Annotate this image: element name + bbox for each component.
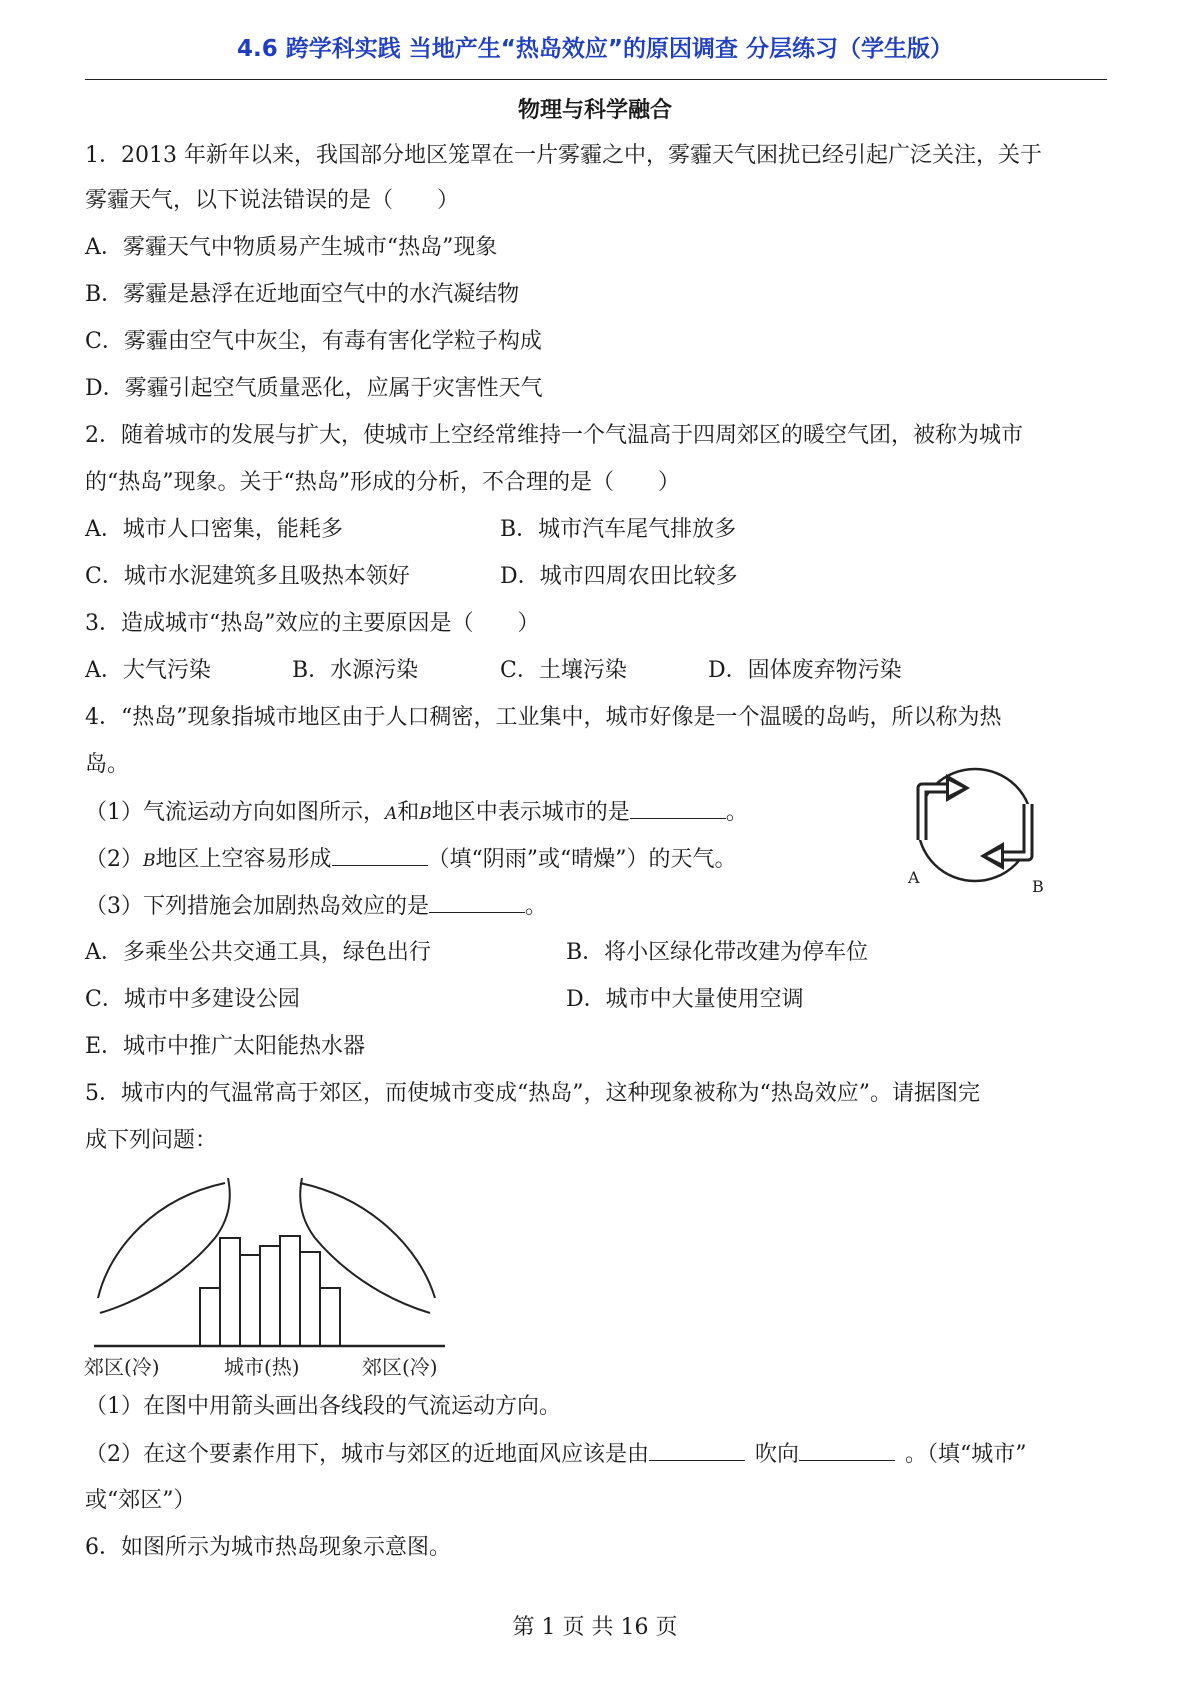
section-title: 物理与科学融合 <box>517 98 672 123</box>
q4-option-e: E．城市中推广太阳能热水器 <box>85 1034 366 1059</box>
q3-option-b: B．水源污染 <box>292 658 419 683</box>
q1-option-b: B．雾霾是悬浮在近地面空气中的水汽凝结物 <box>85 282 520 307</box>
fig-label-suburb-right: 郊区(冷) <box>362 1355 438 1378</box>
q3-option-a: A．大气污染 <box>85 658 211 683</box>
q4-option-d: D．城市中大量使用空调 <box>566 987 804 1012</box>
q1-stem-line1: 1．2013 年新年以来，我国部分地区笼罩在一片雾霾之中，雾霾天气困扰已经引起广泛关注，关于 <box>85 143 1042 168</box>
header-divider <box>85 79 1107 80</box>
fig-label-suburb-left: 郊区(冷) <box>84 1355 160 1378</box>
q2-stem-line1: 2．随着城市的发展与扩大，使城市上空经常维持一个气温高于四周郊区的暖空气团，被称为城市 <box>85 423 1024 448</box>
building <box>300 1252 320 1346</box>
q5-part2: （2）在这个要素作用下，城市与郊区的近地面风应该是由 吹向 。（填“城市” <box>85 1438 1027 1471</box>
building <box>220 1238 240 1346</box>
q3-stem: 3．造成城市“热岛”效应的主要原因是（ ） <box>85 611 540 636</box>
airflow-cycle-figure <box>900 760 1080 900</box>
building <box>320 1288 340 1346</box>
fig-label-a: A <box>908 868 920 887</box>
fig-label-city: 城市(热) <box>224 1355 300 1378</box>
airflow-arrow-down-icon <box>1002 804 1028 856</box>
q2-option-a: A．城市人口密集，能耗多 <box>85 517 343 542</box>
q4-part3: （3）下列措施会加剧热岛效应的是 。 <box>85 890 547 923</box>
q1-option-a: A．雾霾天气中物质易产生城市“热岛”现象 <box>85 235 498 260</box>
building <box>240 1255 260 1346</box>
q4-option-b: B．将小区绿化带改建为停车位 <box>566 940 869 965</box>
q5-stem-line1: 5．城市内的气温常高于郊区，而使城市变成“热岛”，这种现象被称为“热岛效应”。请据图完 <box>85 1081 980 1106</box>
left-inner-curve <box>100 1178 230 1313</box>
heat-island-figure <box>80 1178 460 1378</box>
airflow-arrow-up-icon <box>922 788 948 840</box>
q4-part2: （2）B地区上空容易形成 （填“阴雨”或“晴燥”）的天气。 <box>85 843 737 877</box>
q2-stem-line2: 的“热岛”现象。关于“热岛”形成的分析，不合理的是（ ） <box>85 470 680 495</box>
answer-blank[interactable] <box>799 1438 895 1461</box>
q4-label-a: A <box>385 804 398 824</box>
q1-option-d: D．雾霾引起空气质量恶化，应属于灾害性天气 <box>85 376 543 401</box>
answer-blank[interactable] <box>332 843 428 866</box>
page-footer: 第 1 页 共 16 页 <box>512 1615 678 1640</box>
page-total: 16 <box>620 1615 649 1640</box>
q3-option-d: D．固体废弃物污染 <box>708 658 902 683</box>
q4-stem-line1: 4．“热岛”现象指城市地区由于人口稠密，工业集中，城市好像是一个温暖的岛屿，所以称为热 <box>85 705 1002 730</box>
q4-label-b: B <box>419 804 432 824</box>
q4-option-c: C．城市中多建设公园 <box>85 987 300 1012</box>
q4-part1: （1）气流运动方向如图所示，A和B地区中表示城市的是 。 <box>85 796 748 830</box>
q1-stem-line2: 雾霾天气，以下说法错误的是（ ） <box>85 188 460 213</box>
answer-blank[interactable] <box>649 1438 745 1461</box>
left-outer-arc <box>98 1183 225 1298</box>
q2-option-c: C．城市水泥建筑多且吸热本领好 <box>85 564 410 589</box>
building <box>280 1236 300 1346</box>
answer-blank[interactable] <box>429 890 525 913</box>
q5-part2-line2: 或“郊区”） <box>85 1488 196 1513</box>
q2-option-b: B．城市汽车尾气排放多 <box>500 517 737 542</box>
q6-stem: 6．如图所示为城市热岛现象示意图。 <box>85 1535 451 1560</box>
answer-blank[interactable] <box>630 796 726 819</box>
q2-option-d: D．城市四周农田比较多 <box>500 564 738 589</box>
q4-stem-line2: 岛。 <box>85 752 130 777</box>
building <box>200 1288 220 1346</box>
q1-option-c: C．雾霾由空气中灰尘，有毒有害化学粒子构成 <box>85 329 542 354</box>
q4-option-a: A．多乘坐公共交通工具，绿色出行 <box>85 940 431 965</box>
q5-part1: （1）在图中用箭头画出各线段的气流运动方向。 <box>85 1394 561 1419</box>
q5-stem-line2: 成下列问题： <box>85 1128 218 1153</box>
fig-label-b: B <box>1032 877 1044 896</box>
page-number: 1 <box>541 1615 556 1640</box>
building <box>260 1246 280 1346</box>
q3-option-c: C．土壤污染 <box>500 658 627 683</box>
document-title: 4.6 跨学科实践 当地产生“热岛效应”的原因调查 分层练习（学生版） <box>237 36 953 62</box>
